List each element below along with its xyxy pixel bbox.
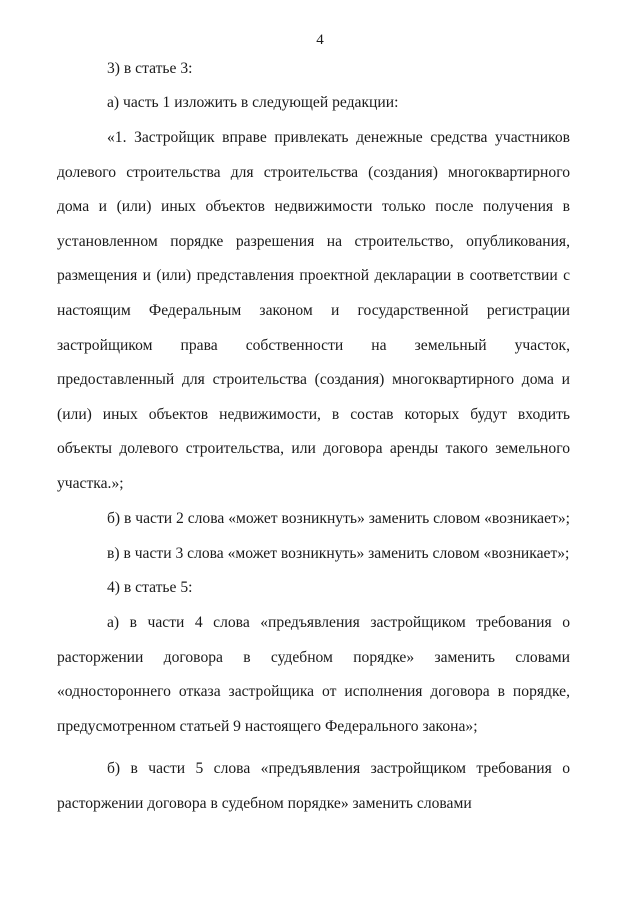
paragraph-article-5-heading: 4) в статье 5: — [107, 579, 193, 596]
paragraph-part-5-change: б) в части 5 слова «предъявления застройщиком требования о расторжении договора в судебном порядке» заменить словами — [57, 760, 570, 812]
paragraph-article-3-heading: 3) в статье 3: — [107, 60, 193, 77]
paragraph-part-4-change: а) в части 4 слова «предъявления застройщиком требования о расторжении договора в судебном порядке» заменить словами «одностороннего отказа застройщика от исполнения договора в порядке, предусмотренном статьей 9 настоящего Федерального закона»; — [57, 614, 570, 735]
paragraph-part-3-change: в) в части 3 слова «может возникнуть» заменить словом «возникает»; — [107, 545, 570, 562]
paragraph-part-1-text: «1. Застройщик вправе привлекать денежные средства участников долевого строительства для строительства (создания) многоквартирного дома и (или) иных объектов недвижимости только после получения в установленном порядке разрешения на строительство, опубликования, размещения и (или) представления проектной декларации в соответствии с настоящим Федеральным законом и государственной регистрации застройщиком права собственности на земельный участок, предоставленный для строительства (создания) многоквартирного дома и (или) иных объектов недвижимости, в состав которых будут входить объекты долевого строительства, или договора аренды такого земельного участка.»; — [57, 129, 570, 492]
paragraph-part-2-change: б) в части 2 слова «может возникнуть» заменить словом «возникает»; — [107, 510, 570, 527]
page-number: 4 — [316, 32, 324, 48]
paragraph-part-1-intro: а) часть 1 изложить в следующей редакции: — [107, 94, 399, 111]
